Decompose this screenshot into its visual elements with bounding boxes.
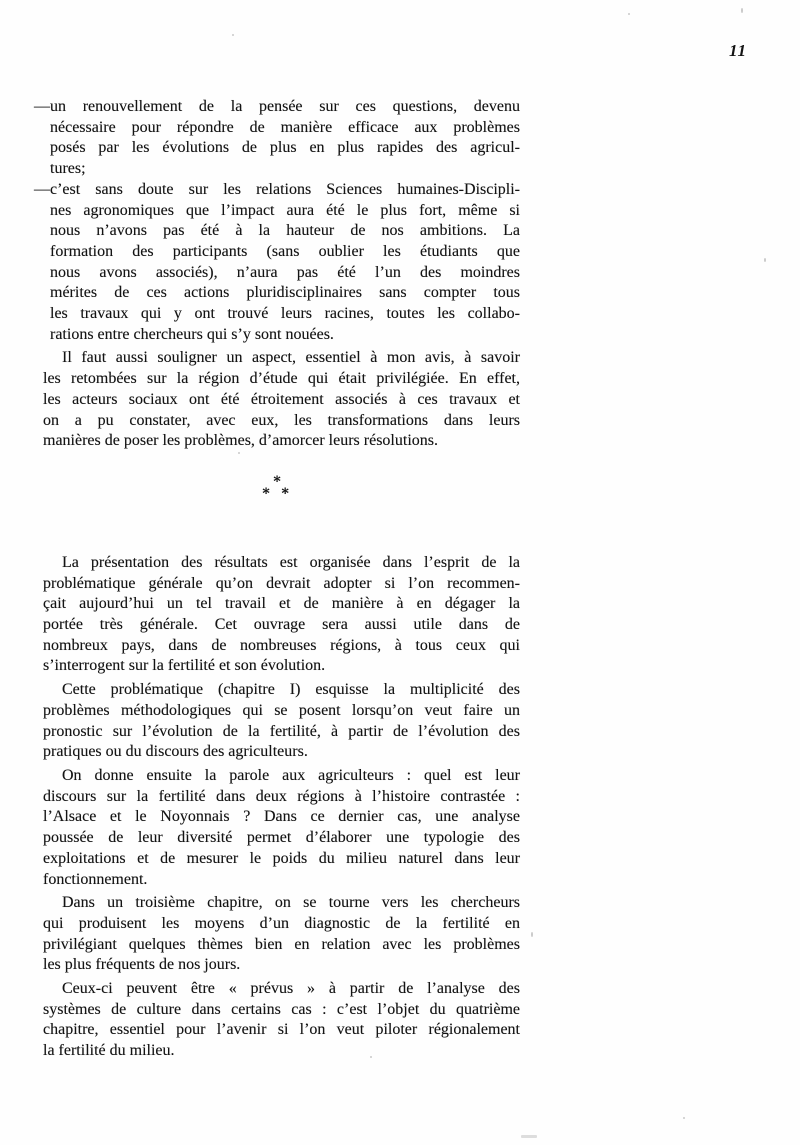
text-line: qui produisent les moyens d’un diagnostic de la fertilité en bbox=[43, 914, 520, 932]
text-line: fonctionnement. bbox=[43, 870, 148, 888]
scan-speckle bbox=[741, 8, 743, 13]
scan-speckle bbox=[370, 1056, 372, 1058]
text-line: problématique générale qu’on devrait adopter si l’on recommen- bbox=[43, 574, 520, 592]
paragraph bbox=[43, 893, 520, 976]
text-line: formation des participants (sans oublier les étudiants que bbox=[50, 242, 520, 260]
text-line: rations entre chercheurs qui s’y sont nouées. bbox=[50, 325, 334, 343]
text-line: pronostic sur l’évolution de la fertilité, à partir de l’évolution des bbox=[43, 722, 520, 740]
scan-speckle bbox=[238, 452, 240, 454]
asterisk-row-bottom: ∗ ∗ bbox=[261, 483, 293, 499]
text-line: problèmes méthodologiques qui se posent lorsqu’on veut faire un bbox=[43, 701, 520, 719]
list-item bbox=[34, 180, 520, 346]
text-line: systèmes de culture dans certains cas : c’est l’objet du quatrième bbox=[43, 1000, 520, 1018]
text-line: les travaux qui y ont trouvé leurs racines, toutes les collabo- bbox=[50, 305, 520, 323]
list-item bbox=[34, 97, 520, 180]
text-line: la fertilité du milieu. bbox=[43, 1042, 175, 1060]
text-line: çait aujourd’hui un tel travail et de manière à en dégager la bbox=[43, 595, 520, 613]
scan-speckle bbox=[232, 34, 234, 36]
scan-speckle bbox=[628, 13, 630, 15]
page-content bbox=[34, 97, 520, 1062]
text-line: Ceux-ci peuvent être « prévus » à partir de l’analyse des bbox=[62, 980, 520, 998]
scan-speckle bbox=[683, 1117, 685, 1119]
dash-marker: — bbox=[34, 98, 50, 115]
asterisk-row-top: ∗ bbox=[272, 471, 282, 487]
dash-marker: — bbox=[34, 180, 50, 198]
text-line: On donne ensuite la parole aux agriculteurs : quel est leur bbox=[62, 766, 520, 784]
text-line: on a pu constater, avec eux, les transformations dans leurs bbox=[43, 411, 520, 429]
text-line: l’Alsace et le Noyonnais ? Dans ce dernier cas, une analyse bbox=[43, 808, 520, 826]
text-line: mérites de ces actions pluridisciplinaires sans compter tous bbox=[50, 284, 520, 302]
scan-speckle bbox=[531, 932, 533, 937]
text-line: posés par les évolutions de plus en plus rapides des agricul- bbox=[50, 139, 520, 157]
text-line: nombreux pays, dans de nombreuses régions, à tous ceux qui bbox=[43, 636, 520, 654]
text-line: les acteurs sociaux ont été étroitement associés à ces travaux et bbox=[43, 390, 520, 408]
text-line: c’est sans doute sur les relations Sciences humaines-Discipli- bbox=[50, 180, 520, 198]
text-line: chapitre, essentiel pour l’avenir si l’on veut piloter régionalement bbox=[43, 1021, 520, 1039]
text-line: Dans un troisième chapitre, on se tourne vers les chercheurs bbox=[62, 894, 520, 912]
text-line: discours sur la fertilité dans deux régions à l’histoire contrastée : bbox=[43, 787, 520, 805]
text-line: La présentation des résultats est organisée dans l’esprit de la bbox=[62, 553, 520, 571]
paragraph bbox=[43, 553, 520, 677]
text-line: nous avons associés), n’aura pas été l’un des moindres bbox=[50, 263, 520, 281]
text-line: manières de poser les problèmes, d’amorcer leurs résolutions. bbox=[43, 432, 438, 450]
text-line: privilégiant quelques thèmes bien en relation avec les problèmes bbox=[43, 935, 520, 953]
text-line: nes agronomiques que l’impact aura été le plus fort, même si bbox=[50, 201, 520, 219]
text-line: s’interrogent sur la fertilité et son évolution. bbox=[43, 657, 326, 675]
text-line: Il faut aussi souligner un aspect, essentiel à mon avis, à savoir bbox=[62, 349, 520, 367]
paragraph bbox=[43, 348, 520, 452]
text-line: tures; bbox=[50, 160, 86, 178]
text-line: nécessaire pour répondre de manière efficace aux problèmes bbox=[50, 118, 520, 136]
text-line: Cette problématique (chapitre I) esquisse la multiplicité des bbox=[62, 681, 520, 699]
paragraph bbox=[43, 766, 520, 890]
text-line: pratiques ou du discours des agriculteurs. bbox=[43, 743, 308, 761]
page-number: 11 bbox=[728, 41, 747, 60]
paragraph bbox=[43, 680, 520, 763]
text-line: portée très générale. Cet ouvrage sera aussi utile dans de bbox=[43, 616, 520, 634]
paragraph bbox=[43, 979, 520, 1062]
text-line: les plus fréquents de nos jours. bbox=[43, 956, 241, 974]
asterism-divider bbox=[34, 471, 520, 499]
scan-speckle bbox=[764, 258, 766, 262]
text-line: les retombées sur la région d’étude qui était privilégiée. En effet, bbox=[43, 370, 520, 388]
text-line: un renouvellement de la pensée sur ces questions, devenu bbox=[50, 98, 520, 115]
text-line: exploitations et de mesurer le poids du milieu naturel dans leur bbox=[43, 849, 520, 867]
text-line: poussée de leur diversité permet d’élaborer une typologie des bbox=[43, 829, 520, 847]
scan-speckle bbox=[521, 1135, 537, 1138]
text-line: nous n’avons pas été à la hauteur de nos ambitions. La bbox=[50, 222, 520, 240]
